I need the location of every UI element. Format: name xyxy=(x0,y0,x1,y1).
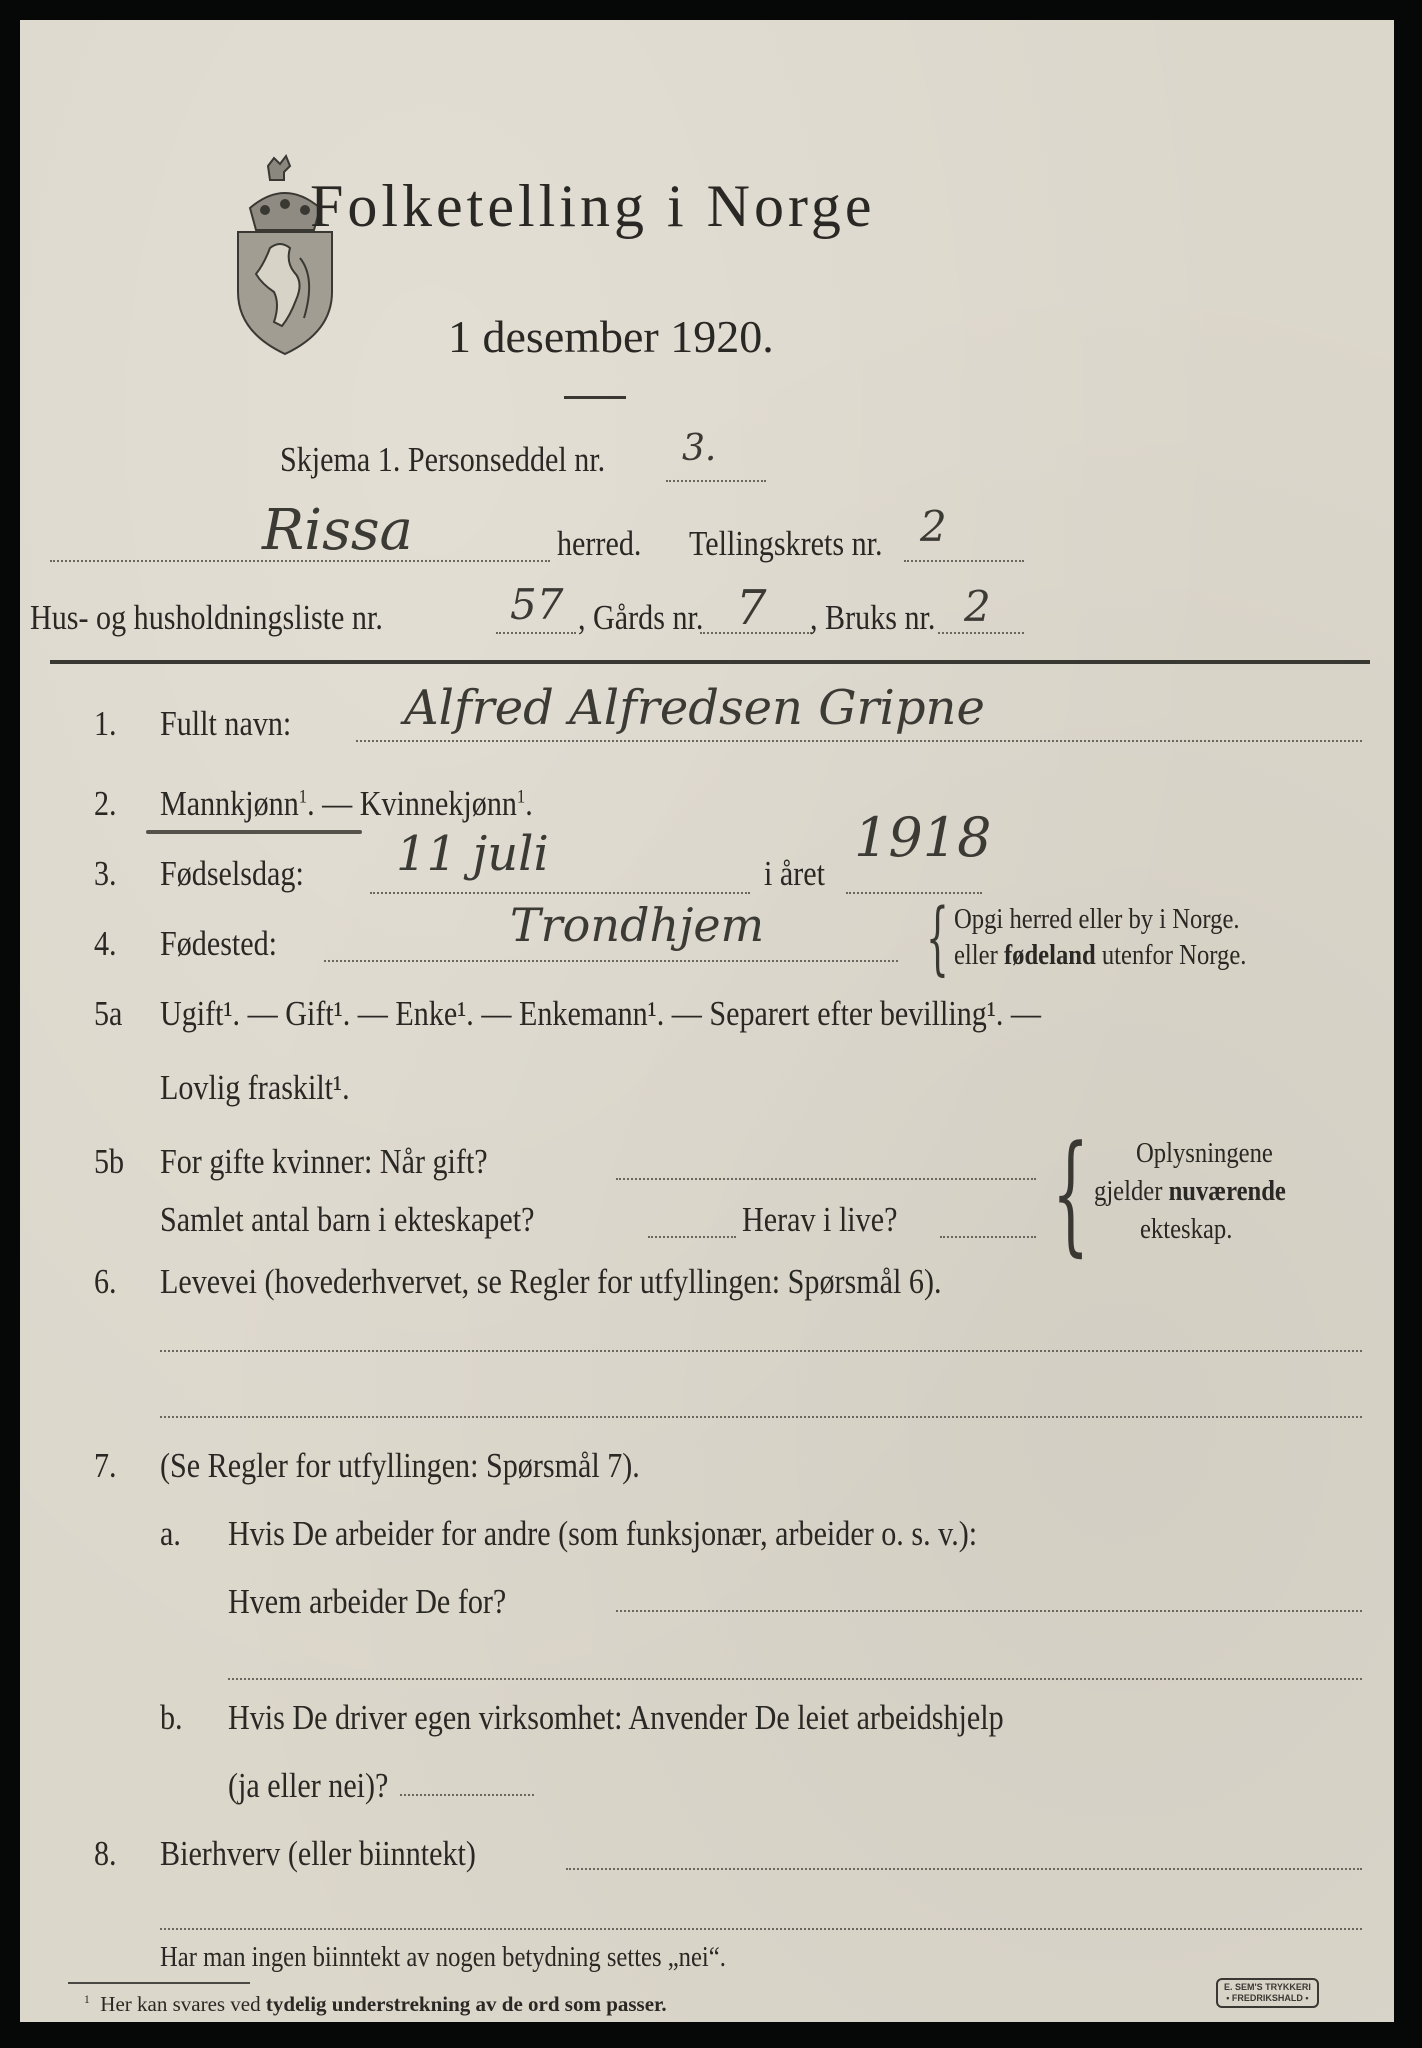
personseddel-field[interactable] xyxy=(666,480,766,482)
marriage-note-2: gjelder nuværende xyxy=(1094,1176,1286,1207)
birthday-value: 11 juli xyxy=(396,826,549,882)
q7-label: (Se Regler for utfyllingen: Spørsmål 7). xyxy=(160,1446,640,1485)
side-income-field-1[interactable] xyxy=(566,1868,1362,1870)
q4-number: 4. xyxy=(94,924,117,963)
bruks-label: , Bruks nr. xyxy=(810,598,936,637)
bruks-field[interactable] xyxy=(938,632,1024,634)
husliste-field[interactable] xyxy=(496,632,576,634)
q7a-employer-label: Hvem arbeider De for? xyxy=(228,1582,507,1621)
skjema-label: Skjema 1. Personseddel nr. xyxy=(280,440,606,479)
q7-number: 7. xyxy=(94,1446,117,1485)
employer-field-2[interactable] xyxy=(228,1678,1362,1680)
q7b-yesno-label: (ja eller nei)? xyxy=(228,1766,389,1805)
q4-label: Fødested: xyxy=(160,924,278,963)
option-female[interactable]: Kvinnekjønn xyxy=(359,784,517,823)
birthplace-note-2: eller fødeland utenfor Norge. xyxy=(954,940,1247,971)
occupation-field-2[interactable] xyxy=(160,1416,1362,1418)
full-name-value: Alfred Alfredsen Gripne xyxy=(404,680,985,736)
q5b-number: 5b xyxy=(94,1142,125,1181)
q8-number: 8. xyxy=(94,1834,117,1873)
birthplace-note-1: Opgi herred eller by i Norge. xyxy=(954,904,1240,935)
children-count-label: Samlet antal barn i ekteskapet? xyxy=(160,1200,535,1239)
married-when-label: For gifte kvinner: Når gift? xyxy=(160,1142,488,1181)
gender-options: Mannkjønn$^1$. — Kvinnekjønn$^1$. xyxy=(160,784,533,823)
census-form-page xyxy=(20,20,1394,2022)
husliste-value: 57 xyxy=(510,580,564,629)
birth-year-value: 1918 xyxy=(854,806,992,869)
q8-label: Bierhverv (eller biinntekt) xyxy=(160,1834,476,1873)
marital-status-divorced[interactable]: Lovlig fraskilt¹. xyxy=(160,1068,350,1107)
children-count-field[interactable] xyxy=(648,1236,736,1238)
hired-help-field[interactable] xyxy=(400,1794,534,1796)
side-income-note: Har man ingen biinntekt av nogen betydning settes „nei“. xyxy=(160,1942,726,1973)
q1-number: 1. xyxy=(94,704,117,743)
census-date: 1 desember 1920. xyxy=(448,311,774,362)
birthday-field[interactable] xyxy=(370,892,750,894)
q2-number: 2. xyxy=(94,784,117,823)
personseddel-value: 3. xyxy=(682,428,717,469)
brace-icon: { xyxy=(926,891,949,984)
married-when-field[interactable] xyxy=(616,1178,1036,1180)
marital-status-options[interactable]: Ugift¹. — Gift¹. — Enke¹. — Enkemann¹. — Separert efter bevilling¹. — xyxy=(160,994,1042,1033)
full-name-field[interactable] xyxy=(356,740,1362,742)
birthplace-field[interactable] xyxy=(324,960,898,962)
side-income-field-2[interactable] xyxy=(160,1928,1362,1930)
birthplace-value: Trondhjem xyxy=(510,898,765,952)
children-alive-field[interactable] xyxy=(940,1236,1036,1238)
brace-icon: { xyxy=(1052,1117,1090,1269)
footnote-divider xyxy=(68,1982,250,1984)
tellingskrets-field[interactable] xyxy=(904,560,1024,562)
q6-number: 6. xyxy=(94,1262,117,1301)
q3-number: 3. xyxy=(94,854,117,893)
q1-label: Fullt navn: xyxy=(160,704,292,743)
page-title: Folketelling i Norge xyxy=(310,173,876,239)
gards-value: 7 xyxy=(736,580,767,636)
herred-value: Rissa xyxy=(262,498,413,563)
birth-year-field[interactable] xyxy=(846,892,982,894)
q3-label: Fødselsdag: xyxy=(160,854,304,893)
q7b-question: Hvis De driver egen virksomhet: Anvender De leiet arbeidshjelp xyxy=(228,1698,1004,1737)
q5a-number: 5a xyxy=(94,994,123,1033)
year-label: i året xyxy=(764,854,826,893)
gards-label: , Gårds nr. xyxy=(578,598,704,637)
herred-label: herred. xyxy=(557,524,642,563)
tellingskrets-label: Tellingskrets nr. xyxy=(689,524,883,563)
bruks-value: 2 xyxy=(964,582,991,631)
marriage-note-1: Oplysningene xyxy=(1136,1138,1273,1169)
children-alive-label: Herav i live? xyxy=(742,1200,898,1239)
title-divider xyxy=(564,396,626,399)
printer-stamp: E. SEM'S TRYKKERI • FREDRIKSHALD • xyxy=(1216,1978,1319,2008)
section-divider xyxy=(50,660,1370,664)
occupation-field-1[interactable] xyxy=(160,1350,1362,1352)
marriage-note-3: ekteskap. xyxy=(1140,1214,1233,1245)
husliste-label: Hus- og husholdningsliste nr. xyxy=(30,598,383,637)
q7a-letter: a. xyxy=(160,1514,181,1553)
q7b-letter: b. xyxy=(160,1698,183,1737)
male-selected-underline xyxy=(146,830,362,834)
q7a-question: Hvis De arbeider for andre (som funksjonær, arbeider o. s. v.): xyxy=(228,1514,978,1553)
employer-field-1[interactable] xyxy=(616,1610,1362,1612)
footnote: $^1$ Her kan svares ved tydelig understrekning av de ord som passer. xyxy=(84,1992,667,2016)
tellingskrets-value: 2 xyxy=(920,502,947,551)
option-male[interactable]: Mannkjønn xyxy=(160,784,299,823)
q6-label: Levevei (hovederhvervet, se Regler for utfyllingen: Spørsmål 6). xyxy=(160,1262,942,1301)
